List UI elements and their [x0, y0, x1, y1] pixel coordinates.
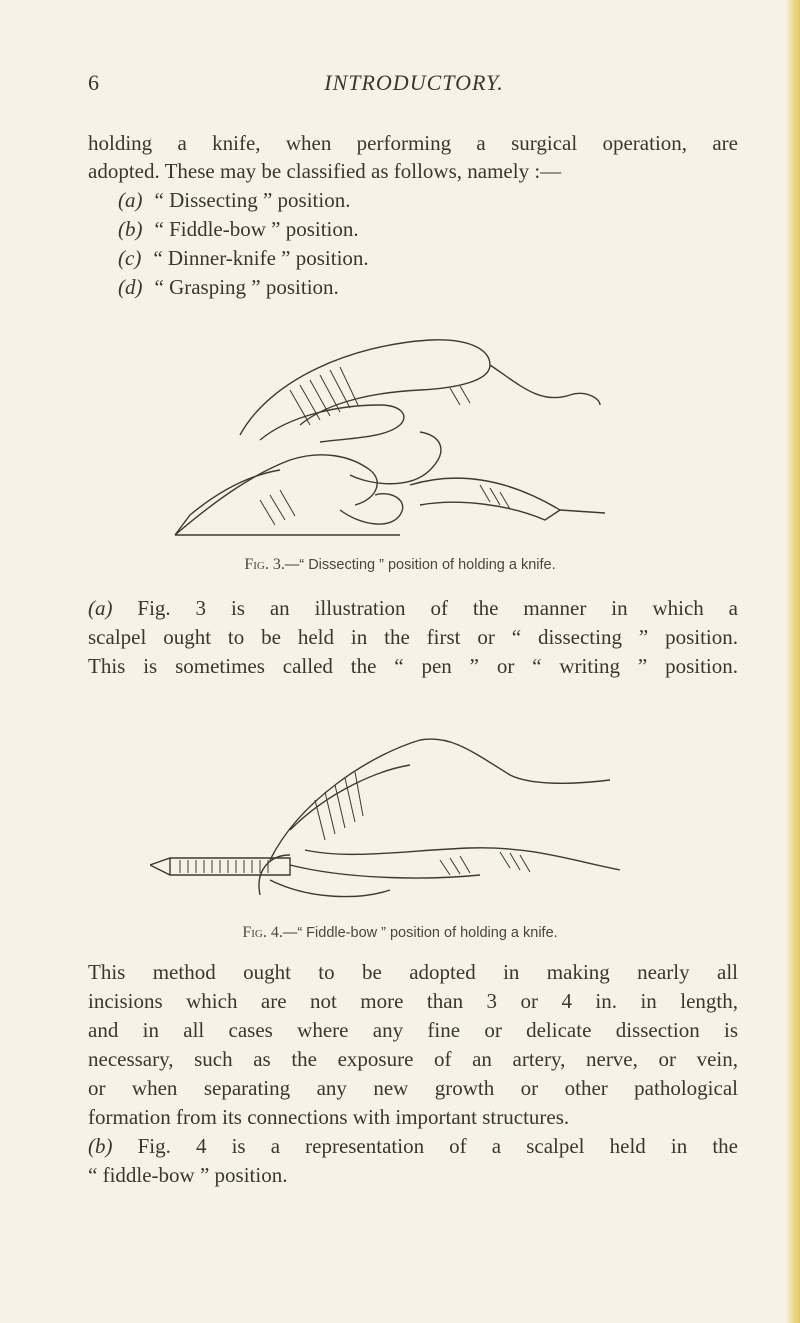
figure-3-illustration	[160, 320, 620, 540]
method-line-3: and in all cases where any fine or delicate dissection is	[88, 1018, 738, 1042]
page-edge	[786, 0, 800, 1323]
para-b-line-2: “ fiddle-bow ” position.	[88, 1163, 288, 1187]
para-a-line-3: This is sometimes called the “ pen ” or “ writing ” position.	[88, 654, 738, 678]
method-line-4: necessary, such as the exposure of an artery, nerve, or vein,	[88, 1047, 738, 1071]
figure-4-caption	[0, 924, 800, 942]
method-line-5: or when separating any new growth or other pathological	[88, 1076, 738, 1100]
intro-line-1: holding a knife, when performing a surgical operation, are	[88, 131, 738, 155]
figure-3-label: Fig. 3.	[244, 556, 285, 573]
method-line-1: This method ought to be adopted in making nearly all	[88, 960, 738, 984]
running-title: INTRODUCTORY.	[324, 70, 504, 95]
figure-4-caption-text: —“ Fiddle-bow ” position of holding a knife.	[282, 925, 558, 941]
position-item-c: (c) “ Dinner-knife ” position.	[118, 246, 369, 270]
figure-3-caption	[0, 556, 800, 574]
para-a-line-1: (a) Fig. 3 is an illustration of the manner in which a	[88, 596, 739, 620]
page-header	[88, 70, 740, 100]
page-number: 6	[88, 70, 99, 95]
position-item-d: (d) “ Grasping ” position.	[118, 275, 339, 299]
intro-line-2: adopted. These may be classified as follows, namely :—	[88, 159, 562, 183]
figure-3-caption-text: —“ Dissecting ” position of holding a knife.	[284, 557, 556, 573]
method-line-2: incisions which are not more than 3 or 4 in. in length,	[88, 989, 738, 1013]
para-b-line-1: (b) Fig. 4 is a representation of a scalpel held in the	[88, 1134, 738, 1158]
method-line-6: formation from its connections with important structures.	[88, 1105, 570, 1129]
position-item-a: (a) “ Dissecting ” position.	[118, 188, 351, 212]
figure-4-illustration	[150, 730, 630, 910]
position-item-b: (b) “ Fiddle-bow ” position.	[118, 217, 359, 241]
figure-4-label: Fig. 4.	[242, 924, 283, 941]
para-a-line-2: scalpel ought to be held in the first or “ dissecting ” position.	[88, 625, 738, 649]
